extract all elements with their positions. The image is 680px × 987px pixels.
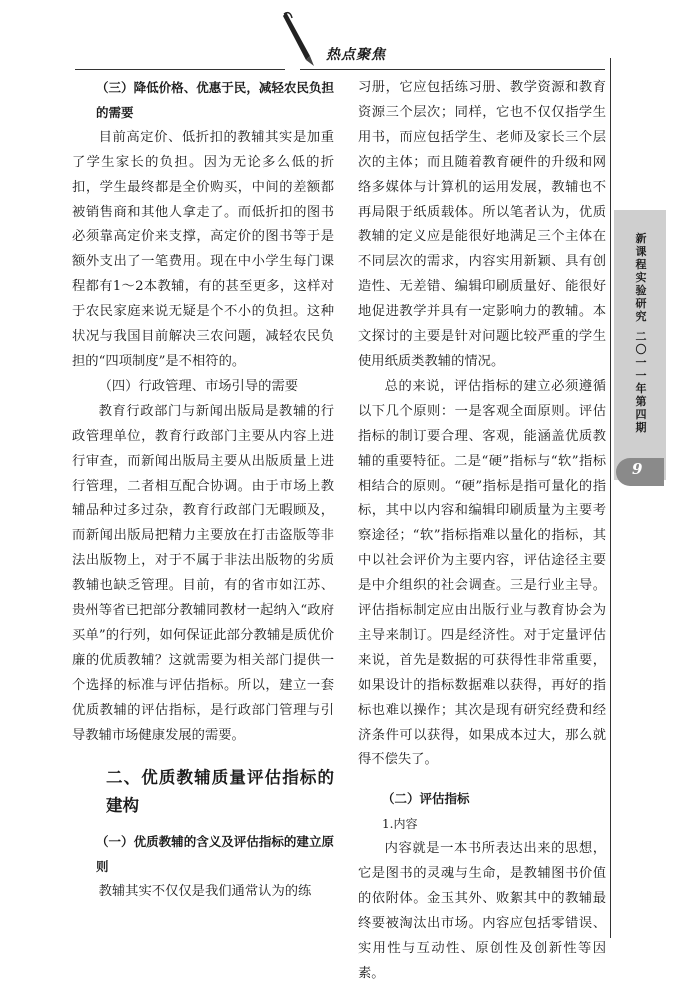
- subheading-4: （四）行政管理、市场引导的需要: [98, 378, 299, 394]
- section-heading: 二、优质教辅质量评估指标的建构: [106, 768, 334, 816]
- page-number: 9: [632, 460, 643, 478]
- paragraph: 内容就是一本书所表达出来的思想，它是图书的灵魂与生命，是教辅图书价值的依附体。金玉其外、败絮其中的教辅最终要被淘汰出市场。内容应包括零错误、实用性与互动性、原创性及创新性等因素。: [358, 841, 606, 981]
- paragraph: 总的来说，评估指标的建立必须遵循以下几个原则：一是客观全面原则。评估指标的制订要合理、客观，能涵盖优质教辅的重要特征。二是“硬”指标与“软”指标相结合的原则。“硬”指标是指可量化的指标，其中以内容和编辑印刷质量为主要考察途径；“软”指标指难以量化的指标，其中以社会评价为主要内容，评估途径主要是中介组织的社会调查。三是行业主导。评估指标制定应由出版行业与教育协会为主导来制订。四是经济性。对于定量评估来说，首先是数据的可获得性非常重要，如果设计的指标数据难以获得，再好的指标也难以操作；其次是现有研究经费和经济条件可以获得，如果成本过大，那么就得不偿失了。: [358, 378, 606, 768]
- paragraph: 习册，它应包括练习册、教学资源和教育资源三个层次；同样，它也不仅仅指学生用书，而应包括学生、老师及家长三个层次的主体；而且随着教育硬件的升级和网络多媒体与计算机的运用发展，教辅也不再局限于纸质载体。所以笔者认为，优质教辅的定义应是能很好地满足三个主体在不同层次的需求，内容实用新颖、具有创造性、无差错、编辑印刷质量好、能很好地促进教学并具有一定影响力的教辅。本文探讨的主要是针对问题比较严重的学生使用纸质类教辅的情况。: [358, 80, 606, 369]
- pen-icon: [280, 10, 320, 68]
- list-item-label: 1.内容: [382, 817, 418, 832]
- subheading-2-1: （一）优质教辅的含义及评估指标的建立原则: [96, 834, 334, 875]
- subheading-3: （三）降低价格、优惠于民，减轻农民负担的需要: [96, 80, 334, 120]
- paragraph: 教育行政部门与新闻出版局是教辅的行政管理单位，教育行政部门主要从内容上进行审查，而新闻出版局主要从出版质量上进行管理，二者相互配合协调。由于市场上教辅品种过多过杂，教育行政部门无暇顾及，而新闻出版局把精力主要放在打击盗版等非法出版物上，对于不属于非法出版物的劣质教辅也缺乏管理。目前，有的省市如江苏、贵州等省已把部分教辅同教材一起纳入“政府买单”的行列，如何保证此部分教辅是质优价廉的优质教辅？这就需要为相关部门提供一个选择的标准与评估指标。所以，建立一套优质教辅的评估指标，是行政部门管理与引导教辅市场健康发展的需要。: [72, 403, 334, 743]
- header-rule-left: [75, 69, 285, 70]
- page-header: [0, 0, 680, 70]
- header-rule-right: [300, 69, 605, 70]
- header-title: 热点聚焦: [326, 47, 386, 63]
- paragraph: 目前高定价、低折扣的教辅其实是加重了学生家长的负担。因为无论多么低的折扣，学生最终都是全价购买，中间的差额都被销售商和其他人拿走了。而低折扣的图书必须靠高定价来支撑，高定价的图书等于是额外支出了一笔费用。现在中小学生每门课程都有1～2本教辅，有的甚至更多，这样对于农民家庭来说无疑是个不小的负担。这种状况与我国目前解决三农问题，减轻农民负担的“四项制度”是不相符的。: [72, 129, 334, 369]
- journal-name: 新课程实验研究: [635, 232, 647, 323]
- column-divider-rule: [610, 58, 611, 938]
- right-column: [358, 76, 606, 987]
- issue-label: 二〇一一年第四期: [635, 330, 647, 434]
- left-column: [72, 76, 334, 905]
- subheading-2-2: （二）评估指标: [382, 791, 470, 807]
- paragraph: 教辅其实不仅仅是我们通常认为的练: [98, 884, 312, 900]
